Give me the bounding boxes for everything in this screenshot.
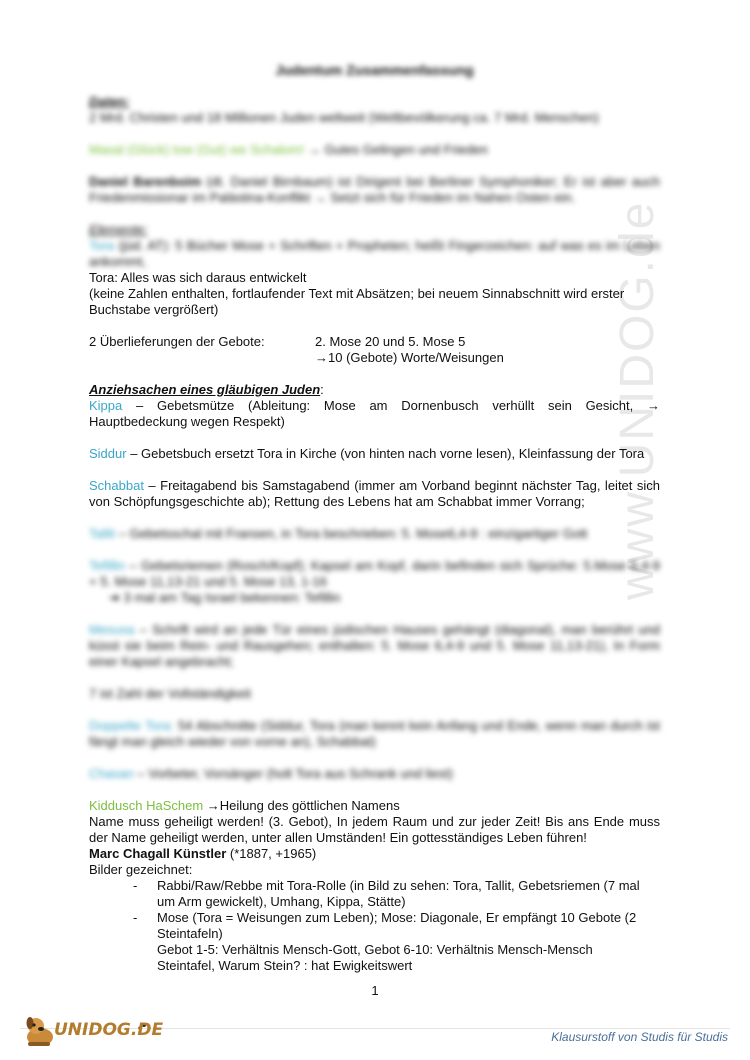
tora-paragraph (89, 238, 660, 270)
barenboim-text: (dt. Daniel Birnbaum) ist Dirigent bei Berliner Symphoniker; Er ist aber auch Friedenmissionar im Palästina-Konflikt → Setzt sich für Frieden im Nahen Osten ein. (89, 174, 660, 205)
schabbat-term: Schabbat (89, 478, 144, 493)
gebote-value-2: →10 (Gebote) Worte/Weisungen (315, 350, 504, 365)
chasan-paragraph (89, 766, 660, 782)
blurred-section-top (89, 62, 660, 270)
doppelte-text: 54 Abschnitte (Siddur, Tora (man kennt kein Anfang und Ende, wenn man durch ist fängt man gleich wieder von vorne an), Schabbat) (89, 718, 660, 749)
barenboim-name: Daniel Barenboim (89, 174, 202, 189)
kiddusch-line-2: Name muss geheiligt werden! (3. Gebot), In jedem Raum und zur jeder Zeit! Bis ans Ende muss der Name geheiligt werden, unter allen Umständen! Ein gottesständiges Leben führen! (89, 814, 660, 845)
bullet-2-line-2: Gebot 1-5: Verhältnis Mensch-Gott, Gebot 6-10: Verhältnis Mensch-Mensch (157, 942, 593, 957)
list-item: - Mose (Tora = Weisungen zum Leben); Mose: Diagonale, Er empfängt 10 Gebote (2 Steintafeln) (133, 910, 637, 941)
anziehsachen-heading: Anziehsachen eines gläubigen Juden (89, 382, 321, 397)
daten-heading: Daten: (89, 94, 130, 109)
elemente-heading: Elemente: (89, 222, 148, 237)
anziehsachen-heading-line (89, 382, 660, 398)
chasan-term: Chasan (89, 766, 134, 781)
chagall-dates: (*1887, +1965) (226, 846, 317, 861)
tora-line-2: Tora: Alles was sich daraus entwickelt (89, 270, 307, 285)
masal-rest: → Gutes Gelingen und Frieden (304, 142, 488, 157)
tallit-paragraph (89, 526, 660, 542)
tefillin-line-2: ➔ 3 mal am Tag Israel bekennen: Tefillin (109, 590, 341, 605)
masal-line (89, 142, 660, 158)
bullet-2-text: Mose (Tora = Weisungen zum Leben); Mose: Diagonale, Er empfängt 10 Gebote (2 Steintafeln) (157, 910, 637, 941)
logo-text: UNIDOG.DE (54, 1020, 164, 1040)
kiddusch-text: →Heilung des göttlichen Namens (203, 798, 400, 813)
document-body (89, 62, 660, 974)
tallit-term: Tallit (89, 526, 116, 541)
doppelte-paragraph (89, 718, 660, 750)
chagall-name: Marc Chagall Künstler (89, 846, 227, 861)
chagall-line (89, 846, 660, 862)
masal-term: Masal (Glück) tow (Gut) we Schalom! (89, 142, 305, 157)
tefillin-term: Tefillin (89, 558, 126, 573)
kippa-term: Kippa (89, 398, 123, 413)
siddur-text: – Gebetsbuch ersetzt Tora in Kirche (von hinten nach vorne lesen), Kleinfassung der Tora (126, 446, 645, 461)
tallit-text: – Gebetsschal mit Fransen, in Tora beschrieben: 5. Mose6,4-9 : einzigartiger Gott (115, 526, 588, 541)
doppelte-term: Doppelte Tora: (89, 718, 174, 733)
daten-text: 2 Mrd. Christen und 18 Millionen Juden weltweit (Weltbevölkerung ca. 7 Mrd. Menschen) (89, 110, 599, 125)
barenboim-paragraph (89, 174, 660, 206)
kippa-text: – Gebetsmütze (Ableitung: Mose am Dornenbusch verhüllt sein Gesicht, → Hauptbedeckung wegen Respekt) (89, 398, 660, 429)
schabbat-paragraph (89, 478, 660, 510)
mesusa-text: – Schrift wird an jede Tür eines jüdischen Hauses gehängt (diagonal), man berührt und küsst sie beim Rein- und Rausgehen; enthalten: 5. Mose 6,4-9 und 5. Mose 11,13-21), In Form einer Kapsel angebracht; (89, 622, 660, 669)
kippa-paragraph (89, 398, 660, 430)
tora-line-3: (keine Zahlen enthalten, fortlaufender Text mit Absätzen; bei neuem Sinnabschnitt wird erster Buchstabe vergrößert) (89, 286, 625, 317)
tefillin-text: – Gebetsriemen (Rosch/Kopf); Kapsel am Kopf, darin befinden sich Sprüche: 5.Mose 6,4-9 + 5. Mose 11,13-21 und 5. Mose 13, 1-16 (89, 558, 660, 589)
list-item: - Rabbi/Raw/Rebbe mit Tora-Rolle (in Bild zu sehen: Tora, Tallit, Gebetsriemen (7 mal um Arm gewickelt), Umhang, Kippa, Stätte) (133, 878, 640, 909)
gebote-value: 2. Mose 20 und 5. Mose 5 (315, 334, 466, 349)
bilder-label: Bilder gezeichnet: (89, 862, 193, 877)
mesusa-paragraph (89, 622, 660, 670)
blurred-section-middle (89, 526, 660, 782)
tora-term: Tora (89, 238, 115, 253)
tora-text: (jüd. AT): 5 Bücher Mose + Schriften + Propheten; heißt Fingerzeichen: auf was es im Leben ankommt, (89, 238, 660, 269)
anziehsachen-colon: : (320, 382, 324, 397)
siddur-paragraph (89, 446, 660, 462)
gebote-row (89, 334, 660, 350)
gebote-label: 2 Überlieferungen der Gebote: (89, 334, 265, 349)
kiddusch-line (89, 798, 660, 814)
document-title: Judentum Zusammenfassung (275, 62, 474, 78)
bilder-list (89, 878, 660, 942)
sieben-text: 7 ist Zahl der Vollständigkeit (89, 686, 251, 701)
chasan-text: – Vorbeter, Vorsänger (holt Tora aus Schrank und liest) (133, 766, 453, 781)
watermark: www.UNIDOG.de (611, 200, 664, 600)
footer-tagline: Klausurstoff von Studis für Studis (551, 1030, 728, 1044)
bullet-2-line-3: Steintafel, Warum Stein? : hat Ewigkeitswert (157, 958, 413, 973)
kiddusch-term: Kiddusch HaSchem (89, 798, 204, 813)
schabbat-text: – Freitagabend bis Samstagabend (immer am Vorband beginnt nächster Tag, leitet sich von Schöpfungsgeschichte ab); Rettung des Lebens hat am Schabbat immer Vorrang; (89, 478, 660, 509)
mesusa-term: Mesusa (89, 622, 135, 637)
bullet-1-text: Rabbi/Raw/Rebbe mit Tora-Rolle (in Bild zu sehen: Tora, Tallit, Gebetsriemen (7 mal um Arm gewickelt), Umhang, Kippa, Stätte) (157, 878, 640, 909)
page-number: 1 (371, 983, 379, 998)
tefillin-paragraph (89, 558, 660, 590)
siddur-term: Siddur (89, 446, 127, 461)
